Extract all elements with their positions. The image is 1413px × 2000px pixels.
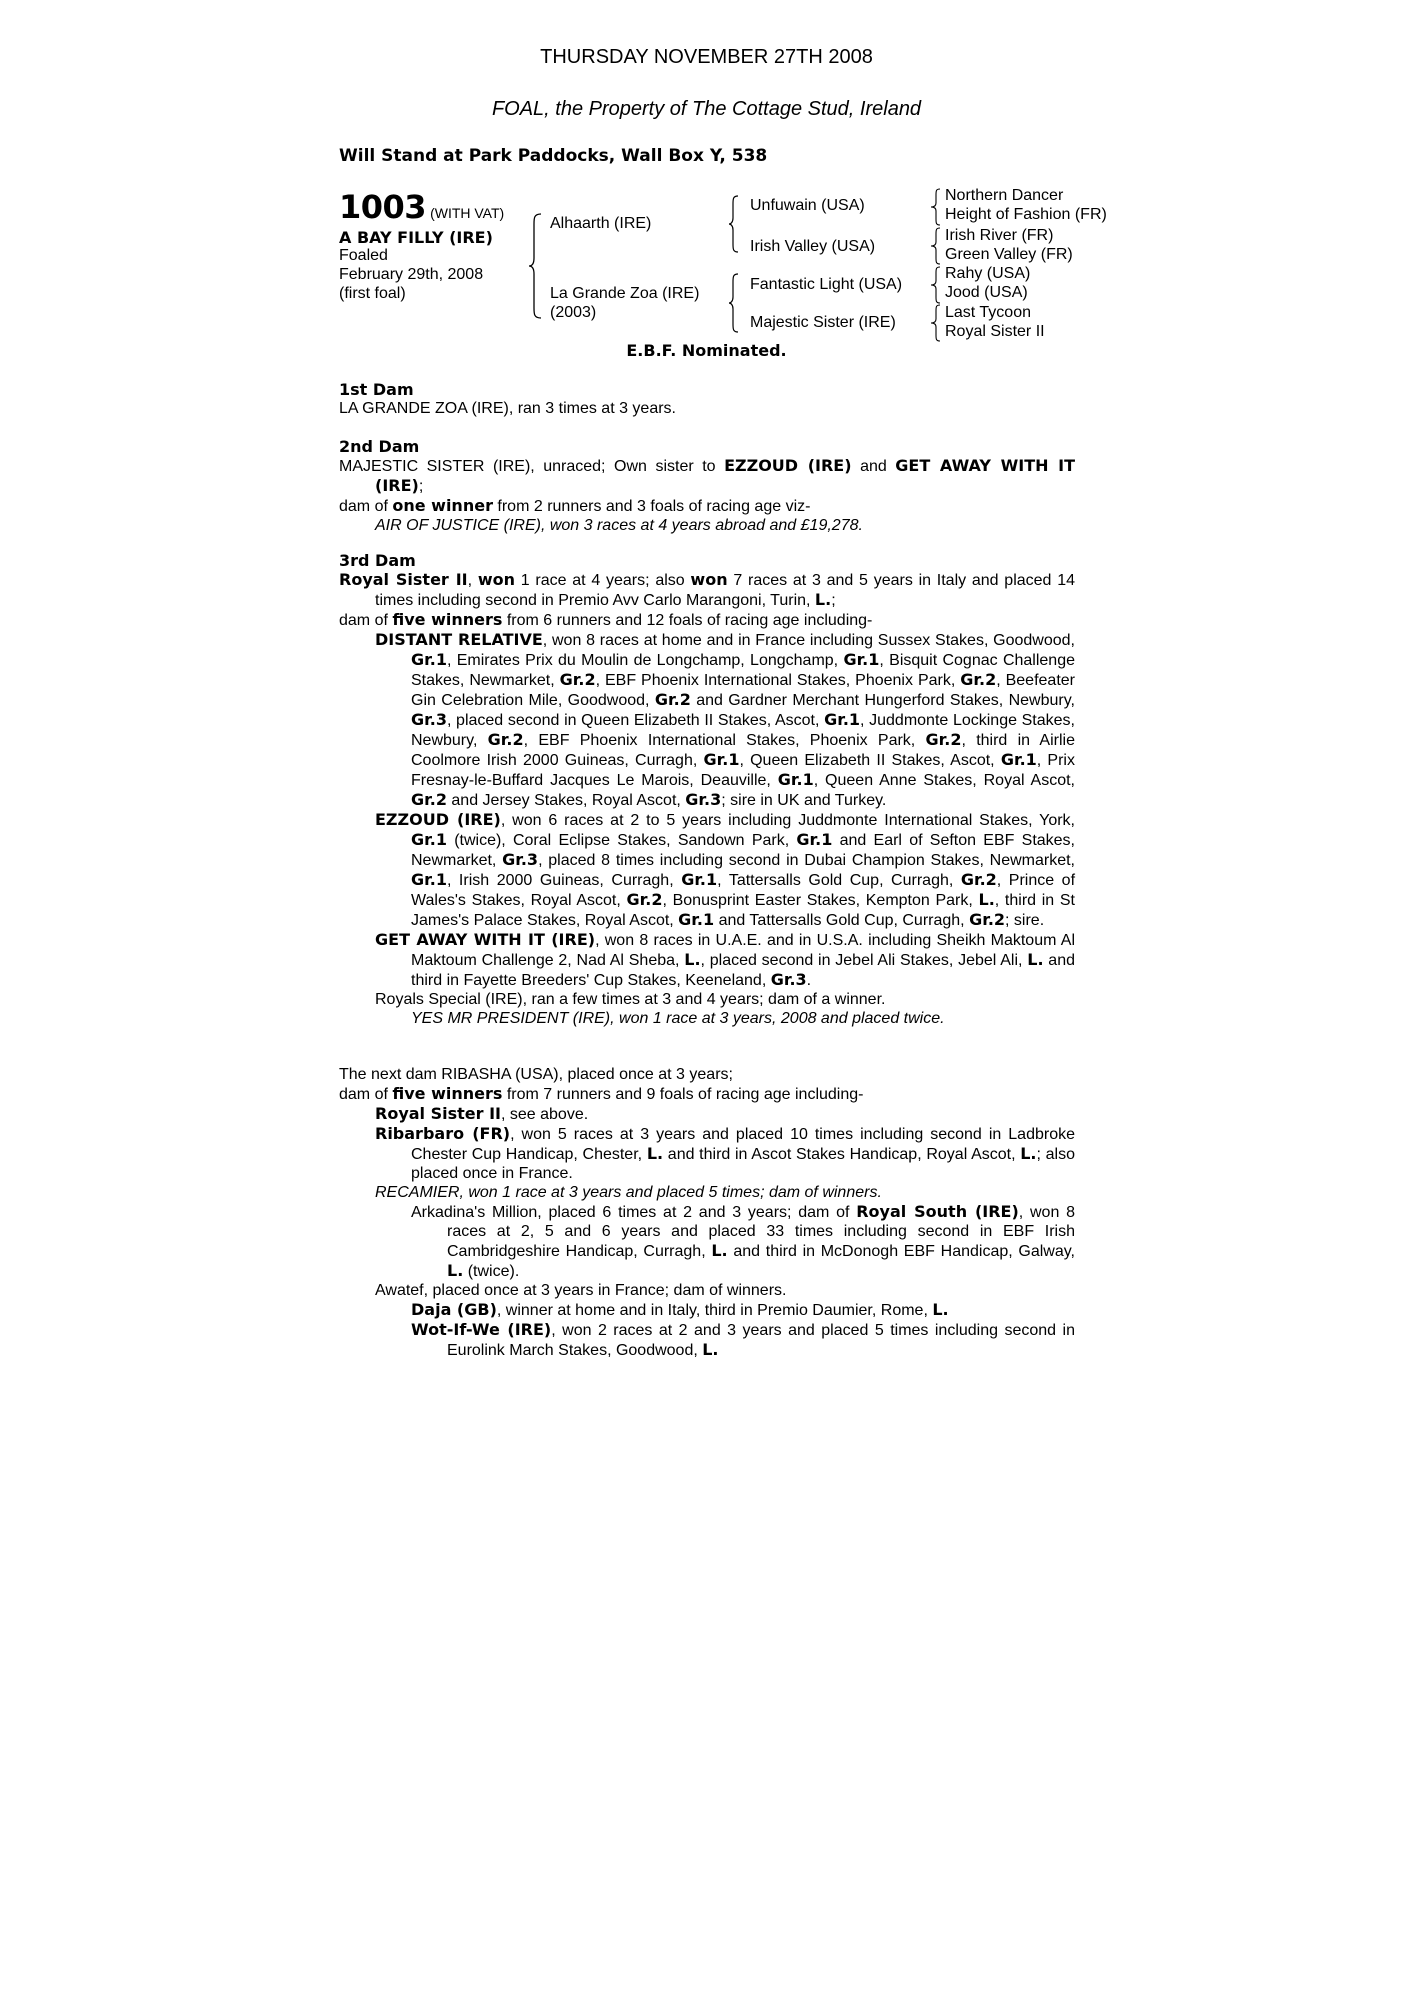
ggs-8: Royal Sister II	[945, 323, 1045, 340]
granddam-1: Irish Valley (USA)	[750, 238, 876, 255]
dam-year: (2003)	[550, 304, 597, 321]
brace-3g-1	[930, 188, 942, 226]
recamier-entry: RECAMIER, won 1 race at 3 years and placed 5 times; dam of winners.	[375, 1184, 882, 1201]
vendor-line: FOAL, the Property of The Cottage Stud, Ireland	[491, 98, 922, 120]
foaled-date: February 29th, 2008	[339, 266, 484, 283]
ggs-3: Irish River (FR)	[945, 227, 1054, 244]
brace-3g-2	[930, 227, 942, 265]
arkadinas-million-entry: Arkadina's Million, placed 6 times at 2 and 3 years; dam of Royal South (IRE), won 8 races at 2, 5 and 6 years and placed 33 times including second in EBF Irish Cambridgeshire Handicap, Curragh, L. and third in McDonogh EBF Handicap, Galway, L. (twice).	[411, 1202, 1076, 1280]
ggs-4: Green Valley (FR)	[945, 246, 1073, 263]
third-dam-para-2: dam of five winners from 6 runners and 12 foals of racing age including-	[339, 610, 873, 629]
foal-note: (first foal)	[339, 285, 406, 302]
awatef-entry: Awatef, placed once at 3 years in France; dam of winners.	[375, 1282, 787, 1299]
ezzoud-entry: EZZOUD (IRE), won 6 races at 2 to 5 years including Juddmonte International Stakes, York, Gr.1 (twice), Coral Eclipse Stakes, Sandown Park, Gr.1 and Earl of Sefton EBF Stakes, Newmarket, Gr.3, placed 8 times including second in Dubai Champion Stakes, Newmarket, Gr.1, Irish 2000 Guineas, Curragh, Gr.1, Tattersalls Gold Cup, Curragh, Gr.2, Prince of Wales's Stakes, Royal Ascot, Gr.2, Bonusprint Easter Stakes, Kempton Park, L., third in St James's Palace Stakes, Royal Ascot, Gr.1 and Tattersalls Gold Cup, Curragh, Gr.2; sire.	[375, 810, 1076, 929]
second-dam-produce: AIR OF JUSTICE (IRE), won 3 races at 4 years abroad and £19,278.	[375, 517, 863, 534]
royal-sister-ref: Royal Sister II, see above.	[375, 1104, 589, 1123]
second-dam-section	[339, 437, 1075, 535]
lot-number: 1003	[339, 188, 427, 226]
ggs-7: Last Tycoon	[945, 304, 1031, 321]
ggs-5: Rahy (USA)	[945, 265, 1031, 282]
royals-special-entry: Royals Special (IRE), ran a few times at 3 and 4 years; dam of a winner.	[375, 991, 886, 1008]
ggs-1: Northern Dancer	[945, 187, 1064, 204]
third-dam-heading: 3rd Dam	[339, 551, 416, 570]
pedigree-dam-brace	[728, 272, 740, 334]
wot-if-we-entry: Wot-If-We (IRE), won 2 races at 2 and 3 years and placed 5 times including second in Eurolink March Stakes, Goodwood, L.	[411, 1320, 1075, 1359]
distant-relative-entry: DISTANT RELATIVE, won 8 races at home and in France including Sussex Stakes, Goodwood, Gr.1, Emirates Prix du Moulin de Longchamp, Longchamp, Gr.1, Bisquit Cognac Challenge Stakes, Newmarket, Gr.2, EBF Phoenix International Stakes, Phoenix Park, Gr.2, Beefeater Gin Celebration Mile, Goodwood, Gr.2 and Gardner Merchant Hungerford Stakes, Newbury, Gr.3, placed second in Queen Elizabeth II Stakes, Ascot, Gr.1, Juddmonte Lockinge Stakes, Newbury, Gr.2, EBF Phoenix International Stakes, Phoenix Park, Gr.2, third in Airlie Coolmore Irish 2000 Guineas, Curragh, Gr.1, Queen Elizabeth II Stakes, Ascot, Gr.1, Prix Fresnay-le-Buffard Jacques Le Marois, Deauville, Gr.1, Queen Anne Stakes, Royal Ascot, Gr.2 and Jersey Stakes, Royal Ascot, Gr.3; sire in UK and Turkey.	[375, 630, 1076, 809]
first-dam-text: LA GRANDE ZOA (IRE), ran 3 times at 3 years.	[339, 400, 676, 417]
brace-3g-4	[930, 304, 942, 342]
ribarbaro-entry: Ribarbaro (FR), won 5 races at 3 years and placed 10 times including second in Ladbroke Chester Cup Handicap, Chester, L. and third in Ascot Stakes Handicap, Royal Ascot, L.; also placed once in France.	[375, 1124, 1076, 1182]
stand-location: Will Stand at Park Paddocks, Wall Box Y, 538	[339, 146, 768, 166]
lot-number-line	[339, 188, 504, 226]
dam-name: La Grande Zoa (IRE)	[550, 285, 700, 302]
pedigree-sire-brace	[728, 194, 740, 254]
lot-title: A BAY FILLY (IRE)	[339, 228, 493, 247]
ggs-2: Height of Fashion (FR)	[945, 206, 1107, 223]
next-dam-section	[339, 1065, 1075, 1360]
pedigree-main-brace	[528, 212, 544, 320]
foaled-label: Foaled	[339, 247, 388, 264]
first-dam-heading: 1st Dam	[339, 380, 414, 399]
granddam-2: Majestic Sister (IRE)	[750, 314, 896, 331]
sale-date: THURSDAY NOVEMBER 27TH 2008	[540, 46, 873, 68]
ggs-6: Jood (USA)	[945, 284, 1028, 301]
first-dam-section	[339, 380, 1075, 418]
sire-name: Alhaarth (IRE)	[550, 215, 652, 232]
get-away-with-it-entry: GET AWAY WITH IT (IRE), won 8 races in U.A.E. and in U.S.A. including Sheikh Maktoum Al Maktoum Challenge 2, Nad Al Sheba, L., placed second in Jebel Ali Stakes, Jebel Ali, L. and third in Fayette Breeders' Cup Stakes, Keeneland, Gr.3.	[375, 930, 1076, 989]
brace-3g-3	[930, 266, 942, 304]
second-dam-line-2: dam of one winner from 2 runners and 3 foals of racing age viz-	[339, 496, 811, 515]
second-dam-line-1: MAJESTIC SISTER (IRE), unraced; Own sister to EZZOUD (IRE) and GET AWAY WITH IT (IRE);	[339, 456, 1076, 495]
yes-mr-president-entry: YES MR PRESIDENT (IRE), won 1 race at 3 years, 2008 and placed twice.	[411, 1010, 945, 1027]
third-dam-section	[339, 551, 1075, 1028]
grandsire-2: Fantastic Light (USA)	[750, 276, 903, 293]
next-dam-para-1: The next dam RIBASHA (USA), placed once at 3 years;	[339, 1066, 733, 1083]
second-dam-heading: 2nd Dam	[339, 437, 420, 456]
next-dam-para-2: dam of five winners from 7 runners and 9 foals of racing age including-	[339, 1084, 864, 1103]
third-dam-para-1: Royal Sister II, won 1 race at 4 years; also won 7 races at 3 and 5 years in Italy and placed 14 times including second in Premio Avv Carlo Marangoni, Turin, L.;	[339, 570, 1076, 609]
grandsire-1: Unfuwain (USA)	[750, 197, 865, 214]
vat-note: (WITH VAT)	[430, 205, 505, 221]
ebf-nomination: E.B.F. Nominated.	[626, 341, 787, 360]
daja-entry: Daja (GB), winner at home and in Italy, third in Premio Daumier, Rome, L.	[411, 1300, 949, 1319]
